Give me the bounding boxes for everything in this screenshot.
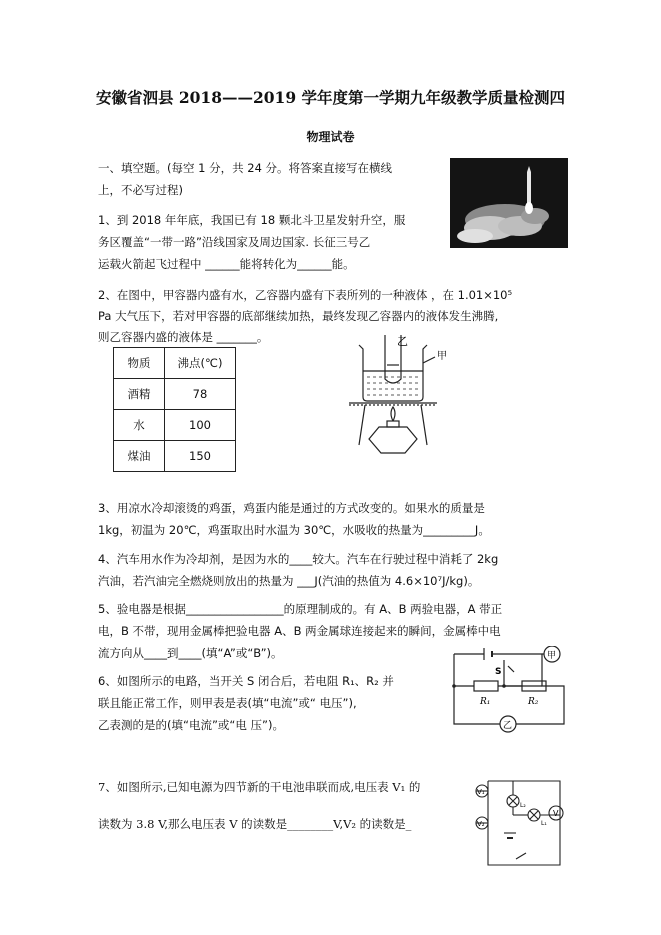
q1-line-2: 务区覆盖“一带一路”沿线国家及周边国家. 长征三号乙 <box>98 235 371 249</box>
table-cell: 酒精 <box>114 379 165 410</box>
circuit-label-l2: L₂ <box>520 802 526 809</box>
q7-line-1: 7、如图所示,已知电源为四节新的干电池串联而成,电压表 V₁ 的 <box>98 780 421 794</box>
q1-line-3: 运载火箭起飞过程中 ______能将转化为______能。 <box>98 257 355 271</box>
q1-line-1: 1、到 2018 年年底，我国已有 18 颗北斗卫星发射升空，服 <box>98 213 406 227</box>
table-cell: 150 <box>165 441 236 472</box>
beaker-heating-figure <box>345 335 460 460</box>
circuit-label-jia: 甲 <box>547 651 557 661</box>
circuit-label-yi: 乙 <box>503 721 513 731</box>
q2-line-2: Pa 大气压下，若对甲容器的底部继续加热，最终发现乙容器内的液体发生沸腾, <box>98 309 499 323</box>
table-cell: 水 <box>114 410 165 441</box>
circuit-label-v: V <box>553 809 559 818</box>
circuit-label-v1: V₁ <box>477 788 485 796</box>
q3-line-2: 1kg，初温为 20℃，鸡蛋取出时水温为 30℃，水吸收的热量为_________J。 <box>98 523 490 537</box>
q7-line-2: 读数为 3.8 V,那么电压表 V 的读数是________V,V₂ 的读数是_ <box>98 817 412 831</box>
q3-line-1: 3、用凉水冷却滚烫的鸡蛋，鸡蛋内能是通过的方式改变的。如果水的质量是 <box>98 501 485 515</box>
circuit-label-l1: L₁ <box>541 820 547 827</box>
page-subtitle: 物理试卷 <box>306 130 355 144</box>
q5-line-1: 5、验电器是根据_________________的原理制成的。有 A、B 两验电器，A 带正 <box>98 602 503 616</box>
q2-line-3: 则乙容器内盛的液体是 _______。 <box>98 330 269 344</box>
table-header-cell: 物质 <box>114 348 165 379</box>
table-row <box>114 348 236 379</box>
table-row <box>114 441 236 472</box>
voltmeter-circuit-figure <box>468 775 572 871</box>
page-title: 安徽省泗县 2018——2019 学年度第一学期九年级教学质量检测四 <box>95 88 566 107</box>
q5-line-2: 电，B 不带，现用金属棒把验电器 A、B 两金属球连接起来的瞬间，金属棒中电 <box>98 624 501 638</box>
q2-line-1: 2、在图中，甲容器内盛有水，乙容器内盛有下表所列的一种液体 ，在 1.01×10⁵ <box>98 288 513 302</box>
circuit-label-r1: R₁ <box>480 697 491 707</box>
circuit-label-v2: V₂ <box>477 820 485 828</box>
table-cell: 100 <box>165 410 236 441</box>
q4-line-2: 汽油，若汽油完全燃烧则放出的热量为 ___J(汽油的热值为 4.6×10⁷J/kg)。 <box>98 574 480 588</box>
table-cell: 煤油 <box>114 441 165 472</box>
table-row <box>114 379 236 410</box>
q5-line-3: 流方向从____到____(填“A”或“B”)。 <box>98 646 283 660</box>
section-heading-line-1: 一、填空题。(每空 1 分，共 24 分。将答案直接写在横线 <box>98 161 393 175</box>
q6-line-3: 乙表测的是的(填“电流”或“电 压”)。 <box>98 718 284 732</box>
figure-label-jia: 甲 <box>437 351 447 362</box>
boiling-point-table <box>113 347 236 472</box>
table-row <box>114 410 236 441</box>
figure-label-yi: 乙 <box>397 335 408 348</box>
circuit-label-r2: R₂ <box>528 697 539 707</box>
circuit-label-switch: S <box>495 667 502 677</box>
q6-line-2: 联且能正常工作，则甲表是表(填“电流”或“ 电压”), <box>98 696 357 710</box>
q4-line-1: 4、汽车用水作为冷却剂，是因为水的____较大。汽车在行驶过程中消耗了 2kg <box>98 552 499 566</box>
section-heading-line-2: 上，不必写过程) <box>98 183 183 197</box>
parallel-circuit-figure <box>448 646 570 742</box>
q6-line-1: 6、如图所示的电路，当开关 S 闭合后，若电阻 R₁、R₂ 并 <box>98 674 394 688</box>
rocket-launch-photo <box>450 158 568 248</box>
table-cell: 78 <box>165 379 236 410</box>
table-header-cell: 沸点(℃) <box>165 348 236 379</box>
